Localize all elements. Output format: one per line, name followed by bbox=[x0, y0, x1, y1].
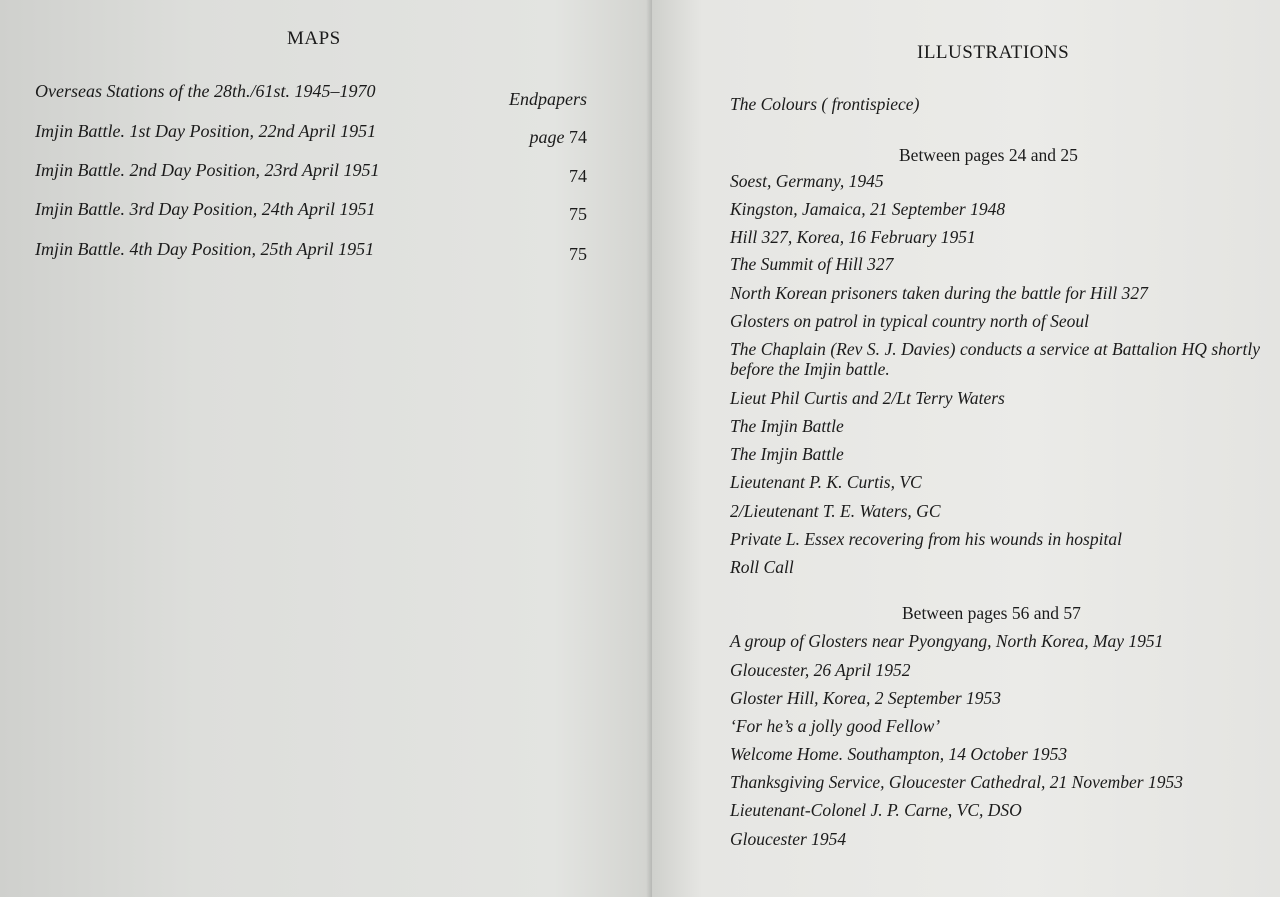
illustration-entry: Private L. Essex recovering from his wounds in hospital bbox=[730, 529, 1122, 549]
illustration-entry: Lieut Phil Curtis and 2/Lt Terry Waters bbox=[730, 388, 1005, 408]
illustration-entry: Welcome Home. Southampton, 14 October 1953 bbox=[730, 744, 1068, 764]
map-page-number: 75 bbox=[569, 204, 587, 224]
map-page-number: Endpapers bbox=[509, 89, 587, 109]
section-heading: Between pages 24 and 25 bbox=[899, 145, 1078, 165]
illustration-entry: Hill 327, Korea, 16 February 1951 bbox=[730, 227, 976, 247]
map-page bbox=[530, 127, 588, 148]
map-entry bbox=[35, 121, 587, 147]
illustration-entry: Gloster Hill, Korea, 2 September 1953 bbox=[730, 688, 1002, 708]
map-page bbox=[569, 244, 587, 265]
illustration-entry: Glosters on patrol in typical country north of Seoul bbox=[730, 311, 1090, 331]
map-title: Imjin Battle. 3rd Day Position, 24th April 1951 bbox=[35, 199, 376, 219]
map-entry bbox=[35, 199, 587, 225]
map-title: Overseas Stations of the 28th./61st. 1945–1970 bbox=[35, 81, 376, 101]
frontispiece-entry: The Colours ( frontispiece) bbox=[730, 94, 920, 114]
illustration-entry: The Imjin Battle bbox=[730, 444, 844, 464]
illustration-entry: Roll Call bbox=[730, 557, 794, 577]
map-page bbox=[569, 166, 587, 187]
map-page bbox=[509, 89, 587, 110]
illustration-entry: The Summit of Hill 327 bbox=[730, 254, 894, 274]
illustration-entry: Thanksgiving Service, Gloucester Cathedral, 21 November 1953 bbox=[730, 772, 1183, 792]
illustration-entry: North Korean prisoners taken during the battle for Hill 327 bbox=[730, 283, 1148, 303]
illustration-entry: ‘For he’s a jolly good Fellow’ bbox=[730, 716, 941, 736]
map-title: Imjin Battle. 4th Day Position, 25th April 1951 bbox=[35, 239, 375, 259]
map-title: Imjin Battle. 1st Day Position, 22nd April 1951 bbox=[35, 121, 377, 141]
illustration-entry: 2/Lieutenant T. E. Waters, GC bbox=[730, 501, 941, 521]
section-heading: Between pages 56 and 57 bbox=[902, 603, 1081, 623]
map-page-prefix: page bbox=[529, 127, 565, 147]
map-page-number: 75 bbox=[569, 244, 587, 264]
right-page bbox=[652, 0, 1280, 897]
map-entry bbox=[35, 239, 587, 265]
map-entry bbox=[35, 81, 587, 107]
illustration-entry: Kingston, Jamaica, 21 September 1948 bbox=[730, 199, 1006, 219]
maps-heading: MAPS bbox=[287, 28, 341, 49]
illustration-entry: Lieutenant-Colonel J. P. Carne, VC, DSO bbox=[730, 800, 1022, 820]
illustration-entry: The Imjin Battle bbox=[730, 416, 844, 436]
illustration-entry: Lieutenant P. K. Curtis, VC bbox=[730, 472, 922, 492]
map-page bbox=[569, 204, 587, 225]
illustration-entry: Soest, Germany, 1945 bbox=[730, 171, 884, 191]
illustration-entry: The Chaplain (Rev S. J. Davies) conducts a service at Battalion HQ shortly before the Imjin battle. bbox=[730, 339, 1260, 379]
illustration-entry: Gloucester 1954 bbox=[730, 829, 847, 849]
map-title: Imjin Battle. 2nd Day Position, 23rd April 1951 bbox=[35, 160, 380, 180]
illustration-entry: A group of Glosters near Pyongyang, North Korea, May 1951 bbox=[730, 631, 1164, 651]
map-page-number: 74 bbox=[569, 127, 587, 147]
illustration-entry: Gloucester, 26 April 1952 bbox=[730, 660, 911, 680]
illustrations-heading: ILLUSTRATIONS bbox=[917, 42, 1070, 63]
map-entry bbox=[35, 160, 587, 186]
map-page-number: 74 bbox=[569, 166, 587, 186]
